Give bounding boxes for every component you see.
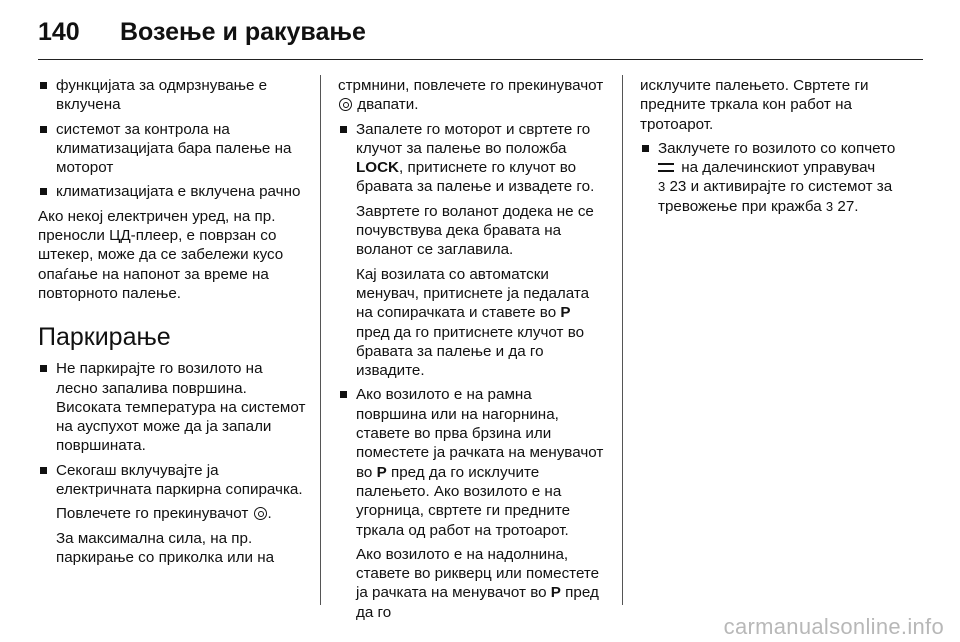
paragraph: За максимална сила, на пр. паркирање со приколка или на: [56, 529, 275, 566]
list-item: [640, 139, 908, 216]
reference-arrow-icon: 3: [658, 179, 666, 195]
lock-position-label: LOCK: [356, 159, 400, 177]
list-item: [338, 385, 606, 539]
section-title: Паркирање: [38, 323, 171, 352]
list-item: [338, 120, 606, 197]
list-item: функцијата за одмрзнување е вклучена: [38, 76, 306, 115]
text: Заклучете го возилото со копчето: [658, 139, 896, 157]
paragraph: [338, 265, 606, 381]
text: , притиснете го клучот во бравата за палење и извадете го.: [356, 159, 595, 196]
text: 27.: [837, 197, 859, 215]
list-item: Секогаш вклучувајте ја електричната паркирна сопирачка.: [38, 461, 306, 500]
paragraph: Завртете го воланот додека не се почувствува дека бравата на воланот се заглавила.: [356, 202, 594, 259]
park-position-label: P: [550, 584, 561, 602]
paragraph: Ако некој електричен уред, на пр. преносли ЦД-плеер, е поврзан со штекер, може да се забележи кусо опаѓање на напонот за време на повторното палење.: [38, 207, 284, 302]
text: Запалете го моторот и свртете го клучот за палење во положба: [356, 120, 591, 157]
text: Повлечете го прекинувачот: [56, 505, 249, 523]
paragraph: [38, 504, 306, 523]
column-3: [640, 76, 908, 221]
text: пред да го: [356, 584, 599, 621]
column-divider: [320, 75, 321, 605]
lock-button-icon: [658, 163, 674, 172]
parking-brake-switch-icon: [339, 98, 352, 111]
text: Ако возилото е на рамна површина или на нагорнина, ставете во прва брзина или поместете ја рачката на менувачот во: [356, 386, 604, 481]
text: двапати.: [357, 96, 419, 114]
page-number: 140: [38, 18, 80, 46]
list-item: Не паркирајте го возилото на лесно запалива површина. Високата температура на системот на ауспухот може да ја запали површината.: [38, 359, 306, 455]
paragraph: [338, 76, 606, 115]
text: 23 и активирајте го системот за тревожење при кражба: [658, 178, 893, 215]
text: на далечинскиот управувач: [681, 159, 876, 177]
watermark: carmanualsonline.info: [723, 614, 944, 639]
column-1: [38, 76, 306, 572]
reference-arrow-icon: 3: [825, 198, 834, 214]
paragraph: исклучите палењето. Свртете ги предните тркала кон работ на тротоарот.: [640, 77, 869, 133]
text: .: [267, 505, 272, 523]
park-position-label: P: [376, 463, 387, 481]
parking-brake-switch-icon: [254, 507, 267, 520]
paragraph: [338, 545, 606, 622]
column-divider: [622, 75, 623, 605]
park-position-label: P: [560, 304, 571, 322]
text: Кај возилата со автоматски менувач, притиснете ја педалата на сопирачката и ставете во: [356, 265, 590, 322]
page-title: Возење и ракување: [120, 18, 366, 46]
text: Ако возилото е на надолнина, ставете во рикверц или поместете ја рачката на менувачот во: [356, 545, 600, 602]
list-item: климатизацијата е вклучена рачно: [38, 182, 306, 201]
text: пред да го притиснете клучот во бравата за палење и да го извадите.: [356, 323, 585, 380]
header-rule: [38, 59, 923, 60]
list-item: системот за контрола на климатизацијата бара палење на моторот: [38, 120, 306, 178]
text: пред да го исклучите палењето. Ако возилото е на угорница, свртете ги предните тркала од работ на тротоарот.: [356, 463, 571, 539]
text: стрмнини, повлечете го прекинувачот: [338, 77, 604, 94]
page-header: [38, 18, 366, 48]
column-2: [338, 76, 606, 627]
